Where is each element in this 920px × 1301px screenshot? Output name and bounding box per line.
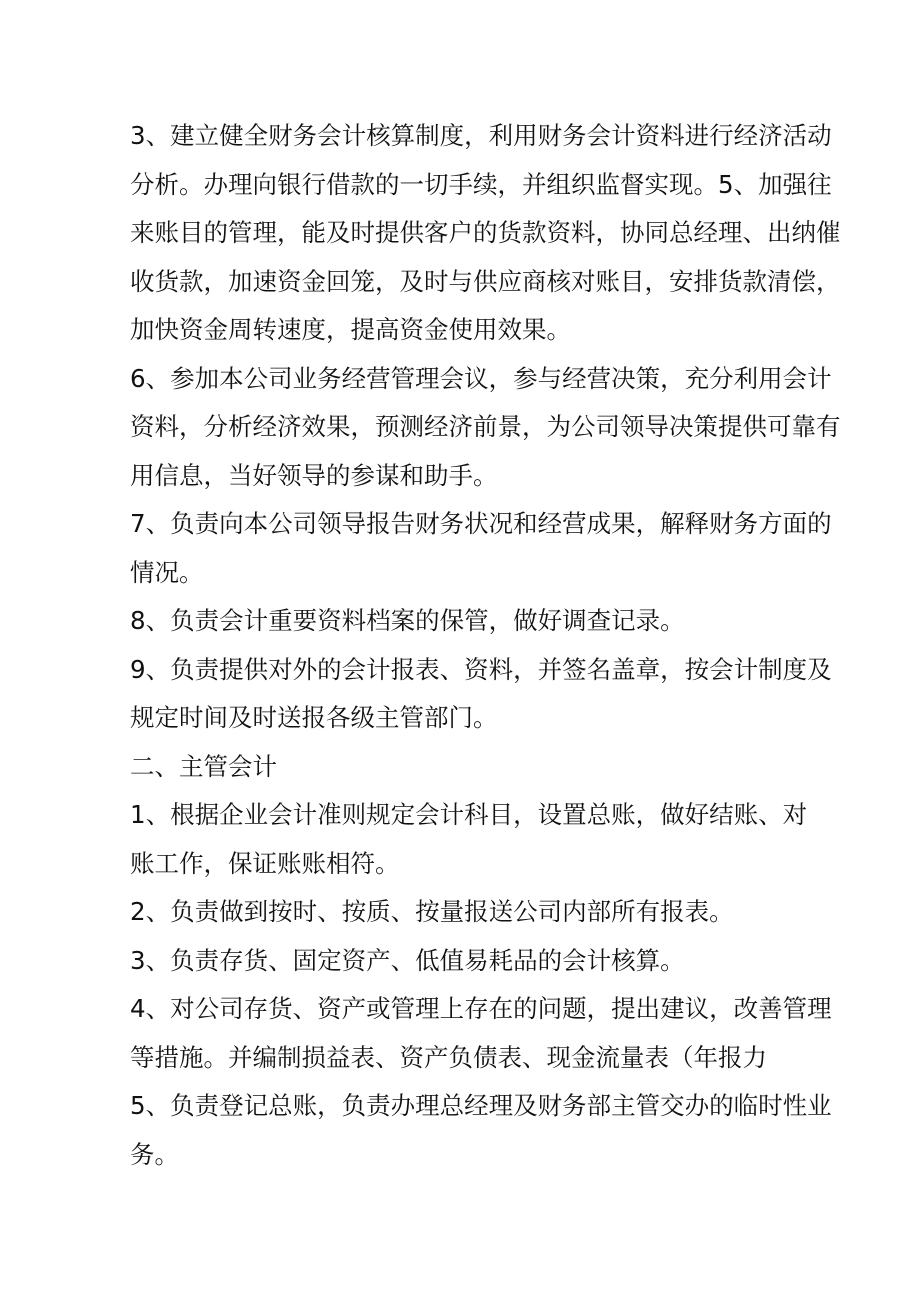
- text-line: 二、主管会计: [130, 751, 277, 781]
- text-line: 9、负责提供对外的会计报表、资料，并签名盖章，按会计制度及: [130, 654, 832, 684]
- paragraph: [130, 500, 832, 597]
- text-line: 7、负责向本公司领导报告财务状况和经营成果，解释财务方面的: [130, 509, 832, 538]
- text-line: 4、对公司存货、资产或管理上存在的问题，提出建议，改善管理: [130, 994, 832, 1023]
- paragraph: [130, 985, 832, 1082]
- text-line: 5、负责登记总账，负责办理总经理及财务部主管交办的临时性业: [130, 1091, 832, 1120]
- text-line: 加快资金周转速度，提高资金使用效果。: [130, 315, 571, 344]
- text-line: 资料，分析经济效果，预测经济前景，为公司领导决策提供可靠有: [130, 412, 841, 441]
- text-line: 来账目的管理，能及时提供客户的货款资料，协同总经理、出纳催: [130, 218, 841, 247]
- text-line: 务。: [130, 1139, 179, 1169]
- text-line: 3、负责存货、固定资产、低值易耗品的会计核算。: [130, 945, 685, 975]
- paragraph: [130, 791, 806, 888]
- text-line: 情况。: [130, 557, 204, 587]
- text-line: 8、负责会计重要资料档案的保管，做好调查记录。: [130, 606, 685, 635]
- text-line: 6、参加本公司业务经营管理会议，参与经营决策，充分利用会计: [130, 363, 832, 393]
- paragraph: [130, 743, 806, 792]
- paragraph: [130, 1082, 832, 1179]
- document-body: [130, 112, 841, 1179]
- paragraph: [130, 888, 806, 937]
- text-line: 用信息，当好领导的参谋和助手。: [130, 460, 498, 490]
- text-line: 规定时间及时送报各级主管部门。: [130, 703, 498, 732]
- text-line: 账工作，保证账账相符。: [130, 848, 400, 878]
- text-line: 2、负责做到按时、按质、按量报送公司内部所有报表。: [130, 897, 734, 926]
- text-line: 3、建立健全财务会计核算制度，利用财务会计资料进行经济活动: [130, 121, 832, 150]
- paragraph: [130, 597, 806, 646]
- text-line: 收货款，加速资金回笼，及时与供应商核对账目，安排货款清偿，: [130, 266, 841, 296]
- text-line: 等措施。并编制损益表、资产负债表、现金流量表（年报力: [130, 1042, 767, 1072]
- paragraph: [130, 112, 841, 355]
- paragraph: [130, 646, 832, 743]
- text-line: 1、根据企业会计准则规定会计科目，设置总账，做好结账、对: [130, 800, 808, 829]
- paragraph: [130, 937, 806, 986]
- text-line: 分析。办理向银行借款的一切手续，并组织监督实现。5、加强往: [130, 169, 832, 199]
- paragraph: [130, 355, 841, 501]
